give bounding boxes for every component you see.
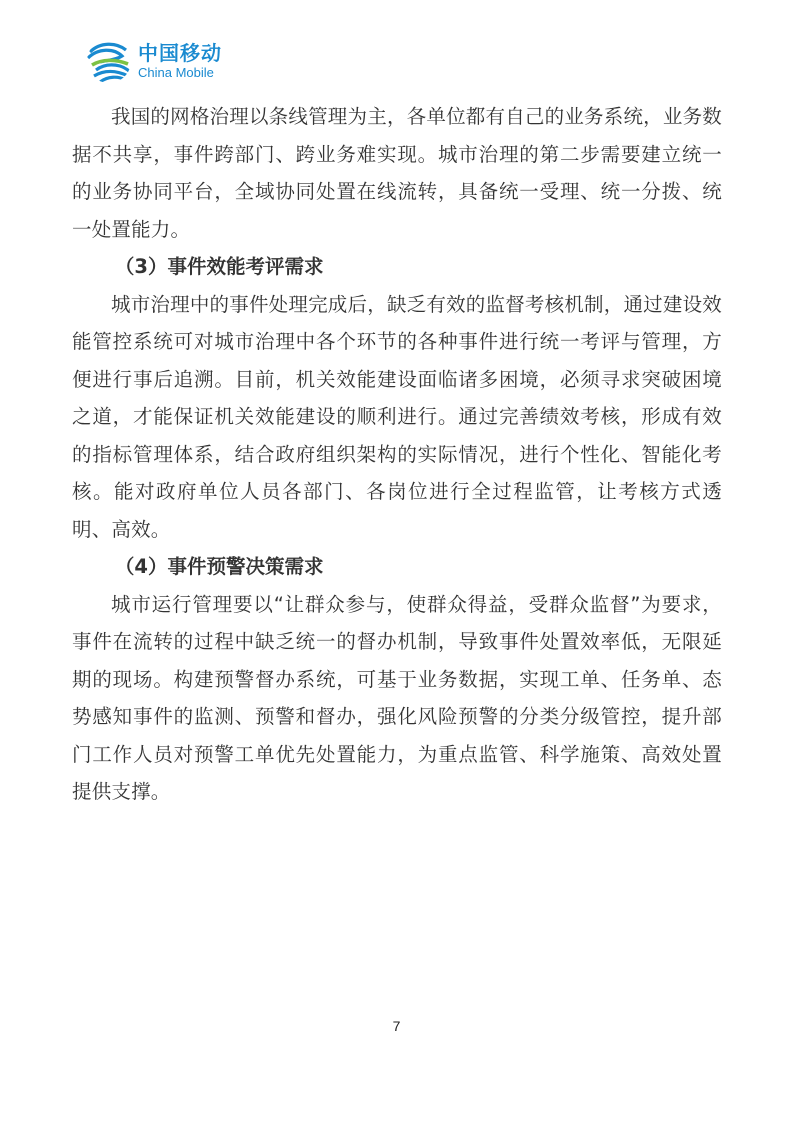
china-mobile-logo-icon [86, 38, 132, 84]
paragraph-efficiency-evaluation: 城市治理中的事件处理完成后，缺乏有效的监督考核机制，通过建设效能管控系统可对城市治理中各个环节的各种事件进行统一考评与管理，方便进行事后追溯。目前，机关效能建设面临诸多困境，必须寻求突破困境之道，才能保证机关效能建设的顺利进行。通过完善绩效考核，形成有效的指标管理体系，结合政府组织架构的实际情况，进行个性化、智能化考核。能对政府单位人员各部门、各岗位进行全过程监管，让考核方式透明、高效。 [72, 292, 722, 541]
logo-wordmark [138, 43, 222, 79]
logo-name-en: China Mobile [138, 65, 214, 80]
paragraph-business-collaboration: 我国的网格治理以条线管理为主，各单位都有自己的业务系统，业务数据不共享，事件跨部门、跨业务难实现。城市治理的第二步需要建立统一的业务协同平台，全域协同处置在线流转，具备统一受理、统一分拨、统一处置能力。 [72, 105, 722, 241]
section-heading-efficiency-evaluation: （3）事件效能考评需求 [114, 255, 324, 278]
page-number: 7 [392, 1018, 401, 1034]
document-body [72, 98, 722, 811]
section-heading-warning-decision: （4）事件预警决策需求 [114, 555, 324, 578]
paragraph-warning-decision: 城市运行管理要以“让群众参与，使群众得益，受群众监督”为要求，事件在流转的过程中缺乏统一的督办机制，导致事件处置效率低，无限延期的现场。构建预警督办系统，可基于业务数据，实现工单、任务单、态势感知事件的监测、预警和督办，强化风险预警的分类分级管控，提升部门工作人员对预警工单优先处置能力，为重点监管、科学施策、高效处置提供支撑。 [72, 592, 722, 803]
logo-name-cn: 中国移动 [138, 41, 222, 65]
header-logo [86, 38, 222, 84]
